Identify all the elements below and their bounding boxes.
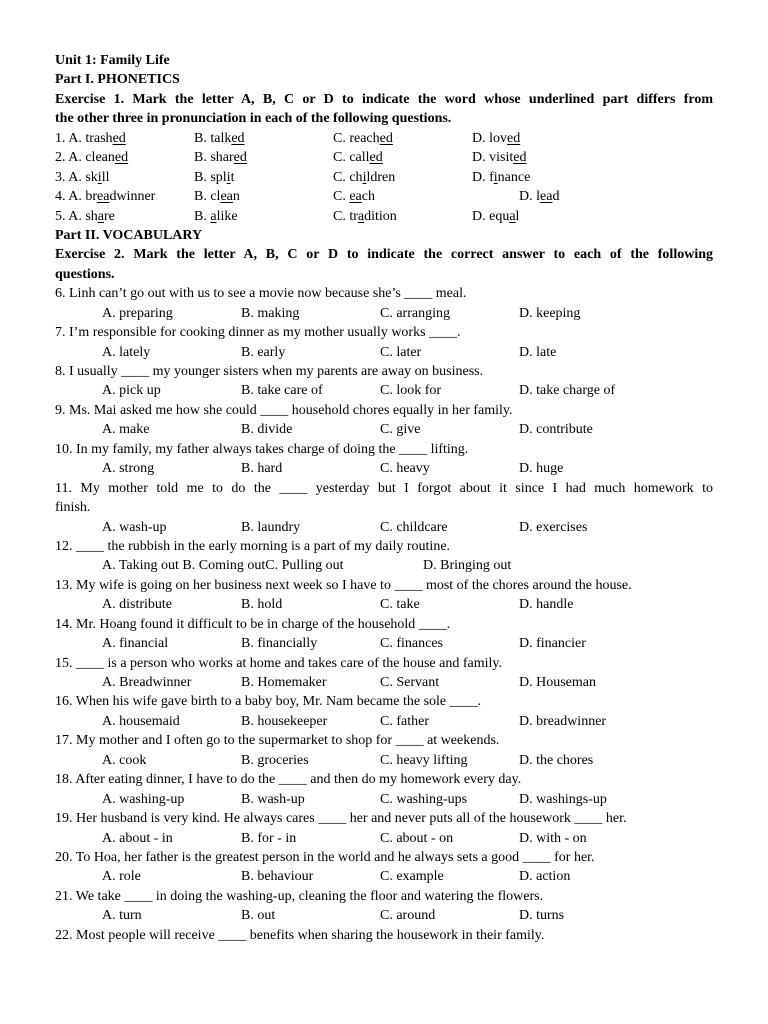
answer-options-row (55, 751, 713, 770)
exercise2-instruction-line2: questions. (55, 266, 115, 282)
phonetics-option (194, 129, 245, 148)
answer-option: B. hold (241, 597, 283, 613)
option-text-before: B. shar (194, 150, 234, 166)
answer-option: D. the chores (519, 752, 594, 768)
underlined-part: a (357, 208, 365, 224)
question-text: 11. My mother told me to do the ____ yesterday but I forgot about it since I had much homework to (55, 480, 713, 496)
answer-option: D. take charge of (519, 383, 616, 399)
option-text-before: C. (333, 189, 350, 205)
answer-option: A. lately (102, 344, 151, 360)
question-text: 19. Her husband is very kind. He always cares ____ her and never puts all of the housework ____ her. (55, 811, 627, 827)
answer-option: B. housekeeper (241, 713, 328, 729)
phonetics-option (472, 168, 530, 187)
question-text: 17. My mother and I often go to the supermarket to shop for ____ at weekends. (55, 733, 500, 749)
underlined-part: i (362, 169, 367, 185)
answer-option: B. making (241, 305, 300, 321)
underlined-part: ed (507, 130, 521, 146)
answer-option: C. finances (380, 636, 443, 652)
answer-option: A. washing-up (102, 791, 185, 807)
answer-option: B. for - in (241, 830, 297, 846)
phonetics-option (333, 207, 397, 226)
underlined-part: i (97, 169, 102, 185)
phonetics-option (55, 187, 155, 206)
answer-option: D. action (519, 869, 571, 885)
answer-option: D. late (519, 344, 557, 360)
answer-options-row (55, 790, 713, 809)
unit-title: Unit 1: Family Life (55, 53, 170, 68)
phonetics-option (333, 129, 393, 148)
phonetics-option (472, 129, 520, 148)
answer-option: B. early (241, 344, 286, 360)
underlined-part: ed (231, 130, 245, 146)
answer-option: D. Houseman (519, 675, 596, 690)
answer-option: A. financial (102, 636, 169, 652)
answer-option: A. preparing (102, 305, 173, 321)
phonetics-option (333, 187, 375, 206)
question-text: 15. ____ is a person who works at home and takes care of the house and family. (55, 655, 502, 671)
answer-options-row (55, 518, 713, 537)
option-text-before: D. lov (472, 130, 507, 146)
answer-option: C. arranging (380, 305, 450, 321)
answer-option: D. washings-up (519, 791, 607, 807)
answer-option: A. wash-up (102, 519, 167, 535)
option-text-before: 3. A. sk (55, 169, 98, 185)
underlined-part: ed (513, 150, 527, 166)
answer-options-row (55, 673, 713, 692)
answer-option: C. around (380, 908, 436, 924)
answer-option: B. hard (241, 461, 283, 477)
underlined-part: ed (233, 150, 247, 166)
option-text-after: ll (101, 169, 110, 185)
phonetics-option (194, 148, 247, 167)
phonetics-option (55, 129, 126, 148)
question-text: 12. ____ the rubbish in the early morning is a part of my daily routine. (55, 538, 451, 554)
phonetics-option (55, 168, 109, 187)
underlined-part: i (493, 169, 498, 185)
answer-option: B. laundry (241, 519, 301, 535)
answer-option: C. heavy lifting (380, 752, 468, 768)
answer-option: B. divide (241, 422, 293, 438)
option-text-after: like (216, 208, 238, 224)
answer-option: A. make (102, 422, 150, 438)
questions-list (55, 284, 713, 945)
answer-option: C. father (380, 713, 429, 729)
option-text-before: 4. A. br (55, 189, 97, 205)
answer-option: C. look for (380, 383, 442, 399)
question-text: 16. When his wife gave birth to a baby boy, Mr. Nam became the sole ____. (55, 694, 482, 710)
answer-option: D. exercises (519, 519, 588, 535)
answer-option: A. role (102, 869, 141, 885)
answer-option: B. Homemaker (241, 675, 327, 690)
question-text-continued: finish. (55, 500, 91, 516)
question-text: 9. Ms. Mai asked me how she could ____ household chores equally in her family. (55, 402, 513, 418)
answer-option: C. Servant (380, 675, 440, 690)
phonetics-question-row (55, 187, 713, 206)
phonetics-option (472, 207, 519, 226)
part2-title: Part II. VOCABULARY (55, 227, 203, 243)
option-text-before: 1. A. trash (55, 130, 113, 146)
option-text-before: C. ch (333, 169, 363, 185)
question-text: 8. I usually ____ my younger sisters when my parents are away on business. (55, 364, 484, 379)
underlined-part: ea (220, 189, 233, 205)
answer-options-row (55, 867, 713, 886)
answer-option: C. example (380, 869, 444, 885)
question-text: 13. My wife is going on her business next week so I have to ____ most of the chores around the house. (55, 577, 632, 593)
option-text-after: dwinner (109, 189, 156, 205)
answer-option: D. breadwinner (519, 713, 607, 729)
answer-option: D. financier (519, 636, 586, 652)
phonetics-option (333, 168, 395, 187)
phonetics-option (194, 168, 234, 187)
answer-options-row (55, 829, 713, 848)
exercise1-instruction-line1: Exercise 1. Mark the letter A, B, C or D to indicate the word whose underlined part differs from (55, 91, 713, 107)
option-text-before: D. f (472, 169, 494, 185)
answer-option: D. handle (519, 597, 574, 613)
answer-option: A. about - in (102, 830, 173, 846)
answer-options-row (55, 381, 713, 400)
answer-option: D. with - on (519, 830, 587, 846)
underlined-part: ed (112, 130, 126, 146)
question-text: 6. Linh can’t go out with us to see a movie now because she’s ____ meal. (55, 286, 467, 302)
phonetics-option (333, 148, 383, 167)
phonetics-list (55, 129, 713, 226)
question-text: 14. Mr. Hoang found it difficult to be in charge of the household ____. (55, 616, 451, 632)
underlined-part: ea (97, 189, 110, 205)
exercise2-instruction-line1: Exercise 2. Mark the letter A, B, C or D to indicate the correct answer to each of the following (55, 247, 713, 263)
phonetics-question-row (55, 148, 713, 167)
option-text-after: ldren (366, 169, 396, 185)
phonetics-question-row (55, 207, 713, 226)
option-text-after: ch (361, 189, 375, 205)
option-text-after: n (232, 189, 240, 205)
answer-options-row (55, 906, 713, 925)
answer-option: B. take care of (241, 383, 323, 399)
underlined-part: i (226, 169, 231, 185)
answer-option: C. washing-ups (380, 791, 468, 807)
answer-option: A. cook (102, 752, 147, 768)
phonetics-option (519, 187, 559, 206)
answer-option: D. Bringing out (423, 558, 512, 574)
option-text-after: d (552, 189, 560, 205)
answer-option: C. later (380, 344, 422, 360)
answer-option: A. housemaid (102, 713, 180, 729)
underlined-part: ed (369, 150, 383, 166)
answer-option: B. out (241, 908, 276, 924)
exercise1-instruction-line2: the other three in pronunciation in each of the following questions. (55, 111, 452, 127)
worksheet (55, 51, 713, 945)
phonetics-question-row (55, 168, 713, 187)
option-text-before: 2. A. clean (55, 150, 115, 166)
answer-option: D. contribute (519, 422, 593, 438)
answer-option: A. pick up (102, 383, 161, 399)
option-text-before: B. spl (194, 169, 227, 185)
underlined-part: ea (349, 189, 362, 205)
underlined-part: a (210, 208, 217, 224)
option-text-after: dition (364, 208, 397, 224)
answer-option: A. strong (102, 461, 155, 477)
question-text: 21. We take ____ in doing the washing-up, cleaning the floor and watering the flowers. (55, 888, 544, 904)
option-text-before: C. tr (333, 208, 358, 224)
phonetics-question-row (55, 129, 713, 148)
option-text-before: D. equ (472, 208, 510, 224)
underlined-part: ed (379, 130, 393, 146)
phonetics-option (194, 207, 238, 226)
answer-option: A. Breadwinner (102, 675, 192, 690)
option-text-after: l (515, 208, 520, 224)
answer-option: C. about - on (380, 830, 454, 846)
phonetics-option (55, 148, 128, 167)
option-text-before: 5. A. sh (55, 208, 98, 224)
question-text: 22. Most people will receive ____ benefits when sharing the housework in their family. (55, 927, 545, 943)
underlined-part: a (97, 208, 105, 224)
answer-options-row (55, 420, 713, 439)
answer-options-row (55, 712, 713, 731)
answer-option: B. groceries (241, 752, 309, 768)
question-text: 10. In my family, my father always takes charge of doing the ____ lifting. (55, 441, 469, 457)
question-text: 20. To Hoa, her father is the greatest person in the world and he always sets a good ____ for her. (55, 849, 595, 865)
answer-option: B. behaviour (241, 869, 314, 885)
option-text-after: re (104, 208, 115, 224)
answer-option: C. take (380, 597, 420, 613)
answer-options-row (55, 595, 713, 614)
answer-option: C. heavy (380, 461, 430, 477)
underlined-part: ea (540, 189, 553, 205)
answer-options-row (55, 459, 713, 478)
answer-options-row (55, 556, 713, 575)
phonetics-option (55, 207, 115, 226)
question-text: 7. I’m responsible for cooking dinner as my mother usually works ____. (55, 325, 461, 341)
option-text-before: D. visit (472, 150, 514, 166)
phonetics-option (194, 187, 240, 206)
phonetics-option (472, 148, 526, 167)
answer-option: B. wash-up (241, 791, 305, 807)
answer-option: C. childcare (380, 519, 448, 535)
answer-option: A. turn (102, 908, 142, 924)
answer-option: D. huge (519, 461, 564, 477)
underlined-part: a (509, 208, 516, 224)
underlined-part: ed (114, 150, 129, 166)
answer-option: B. financially (241, 636, 318, 652)
option-text-before: C. reach (333, 130, 380, 146)
answer-options-inline: A. Taking out B. Coming outC. Pulling out (102, 558, 344, 574)
option-text-before: B. cl (194, 189, 221, 205)
option-text-before: B. (194, 208, 211, 224)
answer-option: C. give (380, 422, 421, 438)
option-text-before: C. call (333, 150, 370, 166)
answer-options-row (55, 343, 713, 362)
answer-option: A. distribute (102, 597, 172, 613)
answer-option: D. turns (519, 908, 565, 924)
answer-option: D. keeping (519, 305, 581, 321)
option-text-after: t (230, 169, 235, 185)
part1-title: Part I. PHONETICS (55, 72, 180, 88)
option-text-before: D. l (519, 189, 540, 205)
answer-options-row (55, 304, 713, 323)
answer-options-row (55, 634, 713, 653)
option-text-after: nance (497, 169, 531, 185)
option-text-before: B. talk (194, 130, 232, 146)
question-text: 18. After eating dinner, I have to do the ____ and then do my homework every day. (55, 772, 522, 788)
